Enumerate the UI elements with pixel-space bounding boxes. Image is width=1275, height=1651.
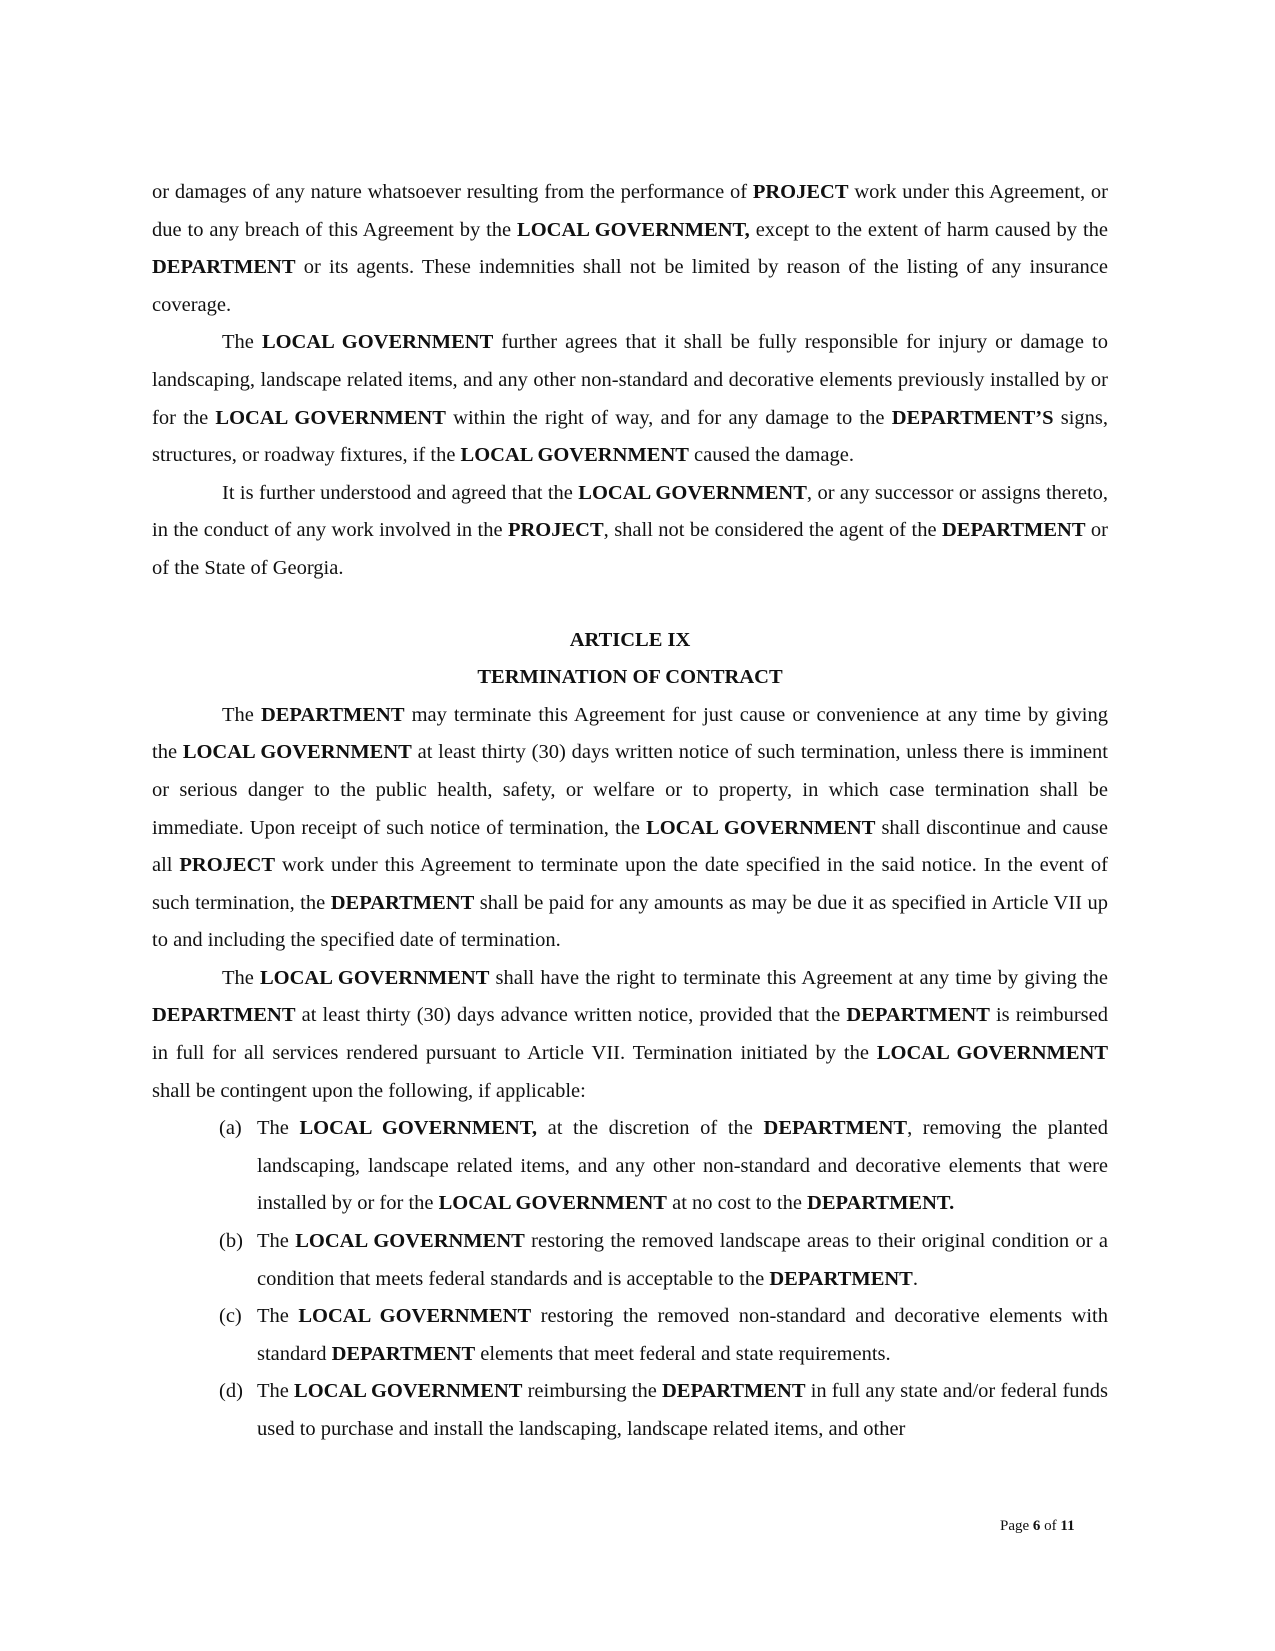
text-run: at no cost to the	[666, 1192, 808, 1215]
article-paragraphs	[152, 697, 1108, 1111]
text-run: shall be contingent upon the following, if applicable:	[152, 1079, 586, 1102]
text-run: The	[222, 703, 261, 726]
bold-term: LOCAL GOVERNMENT	[298, 1305, 532, 1328]
text-run: shall have the right to terminate this Agreement at any time by giving the	[489, 966, 1108, 989]
text-run: The	[257, 1305, 299, 1328]
bold-term: LOCAL GOVERNMENT,	[517, 218, 750, 241]
text-run: , removing the planted landscaping, landscape related items, and any other non-standard and decorative elements that were installed by or for the	[257, 1117, 1108, 1215]
article-paragraph	[152, 960, 1108, 1110]
article-title: TERMINATION OF CONTRACT	[477, 666, 783, 689]
text-run: may terminate this Agreement for just cause or convenience at any time by giving the	[152, 703, 1109, 764]
text-run: in full any state and/or federal funds used to purchase and install the landscaping, landscape related items, and other	[257, 1380, 1108, 1440]
bold-term: DEPARTMENT	[331, 1342, 476, 1365]
page-total: 11	[1060, 1518, 1075, 1534]
bold-term: LOCAL GOVERNMENT	[261, 331, 494, 354]
text-run: restoring the removed non-standard and decorative elements with standard	[257, 1305, 1109, 1365]
bold-term: DEPARTMENT	[941, 519, 1086, 542]
text-run: It is further understood and agreed that the	[222, 481, 579, 504]
bold-term: LOCAL GOVERNMENT	[646, 816, 876, 839]
bold-term: LOCAL GOVERNMENT	[460, 444, 689, 467]
text-run: elements that meet federal and state requirements.	[475, 1342, 891, 1365]
bold-term: LOCAL GOVERNMENT	[578, 481, 807, 504]
text-run: .	[912, 1267, 918, 1290]
bold-term: LOCAL GOVERNMENT	[182, 741, 412, 764]
text-run: reimbursing the	[522, 1380, 662, 1403]
article-paragraph	[152, 697, 1108, 960]
bold-term: LOCAL GOVERNMENT	[260, 966, 490, 989]
list-item	[152, 1298, 1108, 1373]
text-run: at least thirty (30) days advance written notice, provided that the	[295, 1004, 847, 1027]
bold-term: DEPARTMENT	[662, 1380, 806, 1403]
text-run: The	[257, 1117, 300, 1140]
text-run: except to the extent of harm caused by the	[749, 218, 1108, 241]
text-run: at the discretion of the	[536, 1117, 764, 1140]
text-run: or its agents. These indemnities shall not be limited by reason of the listing of any insurance coverage.	[152, 256, 1108, 316]
bold-term: DEPARTMENT	[763, 1117, 908, 1140]
text-run: The	[257, 1380, 295, 1403]
text-run: further agrees that it shall be fully responsible for injury or damage to landscaping, landscape related items, and any other non-standard and decorative elements previously installed by or for the	[152, 331, 1109, 429]
list-marker: (b)	[219, 1230, 243, 1253]
bold-term: LOCAL GOVERNMENT	[294, 1380, 523, 1403]
bold-term: LOCAL GOVERNMENT	[438, 1192, 667, 1215]
document-page	[152, 174, 1108, 1449]
text-run: , shall not be considered the agent of the	[603, 519, 942, 542]
text-run: shall be paid for any amounts as may be due it as specified in Article VII up to and including the specified date of termination.	[152, 891, 1108, 952]
bold-term: LOCAL GOVERNMENT	[876, 1042, 1109, 1065]
bold-term: DEPARTMENT	[330, 891, 475, 914]
text-run: The	[222, 331, 262, 354]
text-run: at least thirty (30) days written notice of such termination, unless there is imminent or serious danger to the public health, safety, or welfare or to property, in which case termination shall be immediate. Upon receipt of such notice of termination, the	[152, 741, 1108, 839]
text-run: or of the State of Georgia.	[152, 519, 1109, 579]
bold-term: PROJECT	[179, 854, 276, 877]
bold-term: DEPARTMENT	[152, 1004, 296, 1027]
text-run: within the right of way, and for any damage to the	[445, 406, 892, 429]
intro-paragraphs	[152, 174, 1108, 588]
body-paragraph	[152, 174, 1108, 324]
bold-term: PROJECT	[752, 181, 849, 203]
bold-term: DEPARTMENT	[769, 1267, 913, 1290]
bold-term: DEPARTMENT’S	[891, 406, 1054, 429]
bold-term: LOCAL GOVERNMENT	[295, 1230, 525, 1253]
article-number: ARTICLE IX	[569, 628, 691, 651]
text-run: is reimbursed in full for all services rendered pursuant to Article VII. Termination initiated by the	[152, 1004, 1108, 1065]
bold-term: LOCAL GOVERNMENT,	[299, 1117, 537, 1140]
text-run: work under this Agreement to terminate upon the date specified in the said notice. In the event of such termination, the	[152, 854, 1108, 914]
list-marker: (c)	[219, 1305, 242, 1328]
list-item	[152, 1373, 1108, 1448]
text-run: restoring the removed landscape areas to their original condition or a condition that meets federal standards and is acceptable to the	[257, 1230, 1108, 1290]
page-label: Page	[1000, 1518, 1030, 1534]
bold-term: DEPARTMENT	[846, 1004, 990, 1027]
text-run: , or any successor or assigns thereto, in the conduct of any work involved in the	[152, 481, 1109, 542]
bold-term: LOCAL GOVERNMENT	[215, 406, 446, 429]
bold-term: DEPARTMENT	[152, 256, 296, 279]
text-run: The	[257, 1230, 296, 1253]
bold-term: DEPARTMENT.	[807, 1192, 955, 1215]
text-run: work under this Agreement, or due to any breach of this Agreement by the	[152, 181, 1108, 241]
list-item	[152, 1110, 1108, 1223]
bold-term: DEPARTMENT	[260, 703, 405, 726]
text-run: or damages of any nature whatsoever resulting from the performance of	[152, 181, 753, 203]
body-paragraph	[152, 475, 1108, 588]
bold-term: PROJECT	[507, 519, 604, 542]
page-of-label: of	[1044, 1518, 1057, 1534]
text-run: signs, structures, or roadway fixtures, if the	[152, 406, 1109, 467]
text-run: The	[222, 966, 260, 989]
list-marker: (a)	[219, 1117, 242, 1140]
text-run: caused the damage.	[688, 444, 854, 467]
termination-conditions-list	[152, 1110, 1108, 1448]
list-marker: (d)	[219, 1380, 243, 1403]
page-footer	[1000, 1518, 1075, 1535]
text-run: shall discontinue and cause all	[152, 816, 1109, 877]
list-item	[152, 1223, 1108, 1298]
body-paragraph	[152, 324, 1108, 474]
page-number: 6	[1032, 1518, 1041, 1534]
